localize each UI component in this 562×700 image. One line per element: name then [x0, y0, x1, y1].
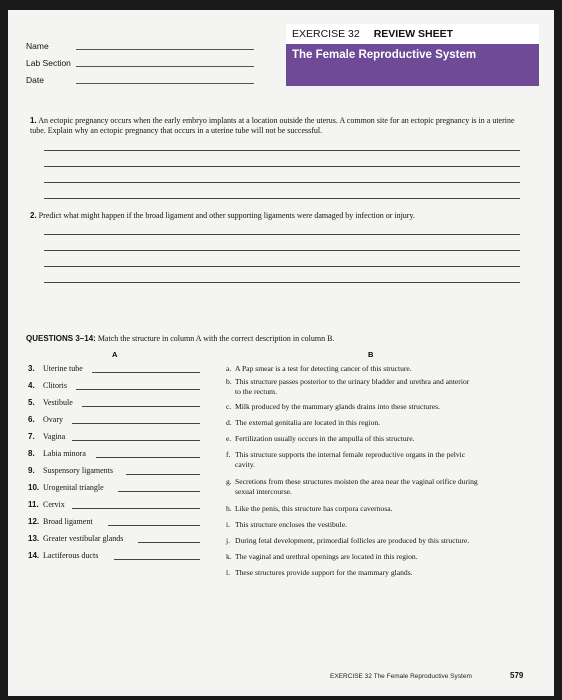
- column-b-item: [226, 504, 528, 514]
- column-b-continuation: to the rectum.: [235, 386, 277, 396]
- column-a-number: 4.: [28, 381, 35, 390]
- answer-line-1a[interactable]: [44, 150, 520, 151]
- column-b-text: The vaginal and urethral openings are located in this region.: [235, 552, 418, 561]
- review-sheet-page: [8, 10, 554, 696]
- column-b-text: Like the penis, this structure has corpora cavernosa.: [235, 504, 393, 513]
- column-a-label: Suspensory ligaments: [43, 466, 113, 475]
- column-a-label: Labia minora: [43, 449, 86, 458]
- answer-blank-6[interactable]: [72, 423, 200, 424]
- column-a-label: Vestibule: [43, 398, 73, 407]
- column-a-number: 13.: [28, 534, 40, 543]
- answer-line-1b[interactable]: [44, 166, 520, 167]
- column-a-number: 14.: [28, 551, 40, 560]
- column-a-item: [28, 551, 98, 560]
- column-b-item: [226, 450, 528, 469]
- column-a-item: [28, 466, 113, 475]
- question-2: [30, 211, 520, 221]
- column-a-number: 5.: [28, 398, 35, 407]
- column-b-letter: d.: [226, 418, 232, 427]
- column-b-text: Secretions from these structures moisten the area near the vaginal orifice during: [235, 477, 478, 486]
- date-field[interactable]: [76, 83, 254, 84]
- answer-blank-7[interactable]: [72, 440, 200, 441]
- column-a-label: Ovary: [43, 415, 63, 424]
- column-a-number: 6.: [28, 415, 35, 424]
- column-a-item: [28, 381, 67, 390]
- column-b-text: This structure passes posterior to the urinary bladder and urethra and anterior: [235, 377, 470, 386]
- page-number: 579: [510, 671, 524, 680]
- column-b-item: [226, 434, 528, 444]
- lab-section-field[interactable]: [76, 66, 254, 67]
- column-b-text: This structure encloses the vestibule.: [235, 520, 347, 529]
- exercise-header-top: [286, 24, 539, 44]
- column-b-text: A Pap smear is a test for detecting cancer of this structure.: [235, 364, 412, 373]
- answer-blank-5[interactable]: [82, 406, 200, 407]
- answer-blank-14[interactable]: [114, 559, 200, 560]
- question-2-number: 2.: [30, 211, 37, 220]
- column-b-text: Milk produced by the mammary glands drains into these structures.: [235, 402, 440, 411]
- column-a-number: 9.: [28, 466, 35, 475]
- answer-blank-13[interactable]: [138, 542, 200, 543]
- column-b-item: [226, 568, 528, 578]
- column-a-item: [28, 398, 73, 407]
- column-b-letter: g.: [226, 477, 232, 486]
- column-a-heading: A: [112, 350, 118, 359]
- column-b-item: [226, 520, 528, 530]
- column-a-number: 11.: [28, 500, 39, 509]
- exercise-number: EXERCISE 32: [292, 28, 360, 40]
- column-b-item: [226, 536, 528, 546]
- answer-line-2a[interactable]: [44, 234, 520, 235]
- column-a-item: [28, 483, 104, 492]
- lab-section-label: Lab Section: [26, 58, 71, 68]
- column-b-letter: i.: [226, 520, 231, 529]
- column-a-item: [28, 534, 123, 543]
- column-a-label: Lactiferous ducts: [43, 551, 99, 560]
- column-a-label: Clitoris: [43, 381, 68, 390]
- answer-blank-12[interactable]: [108, 525, 200, 526]
- footer-text: EXERCISE 32 The Female Reproductive System: [330, 673, 472, 680]
- column-a-item: [28, 364, 83, 373]
- column-b-item: [226, 364, 528, 374]
- question-1-text: An ectopic pregnancy occurs when the early embryo implants at a location outside the uterus. A common site for an ectopic pregnancy is in a uterine tube. Explain why an ectopic pregnancy that occurs in a uterine tube will not be successful.: [30, 116, 515, 135]
- column-a-label: Uterine tube: [43, 364, 83, 373]
- matching-instruction: Match the structure in column A with the correct description in column B.: [97, 334, 335, 343]
- answer-line-2c[interactable]: [44, 266, 520, 267]
- answer-line-1d[interactable]: [44, 198, 520, 199]
- column-b-letter: c.: [226, 402, 232, 411]
- column-b-continuation: cavity.: [235, 459, 255, 469]
- column-b-letter: k.: [226, 552, 232, 561]
- answer-line-2b[interactable]: [44, 250, 520, 251]
- question-1-number: 1.: [30, 116, 37, 125]
- answer-line-2d[interactable]: [44, 282, 520, 283]
- column-b-text: These structures provide support for the mammary glands.: [235, 568, 413, 577]
- answer-blank-9[interactable]: [126, 474, 200, 475]
- column-a-item: [28, 500, 65, 509]
- answer-blank-3[interactable]: [92, 372, 200, 373]
- column-b-text: During fetal development, primordial follicles are produced by this structure.: [235, 536, 470, 545]
- column-b-letter: b.: [226, 377, 232, 386]
- column-b-text: Fertilization usually occurs in the ampulla of this structure.: [235, 434, 415, 443]
- column-a-number: 12.: [28, 517, 40, 526]
- answer-blank-11[interactable]: [72, 508, 200, 509]
- column-a-item: [28, 415, 63, 424]
- question-2-text: Predict what might happen if the broad ligament and other supporting ligaments were damaged by infection or injury.: [38, 211, 415, 220]
- matching-heading: [26, 334, 334, 343]
- answer-blank-8[interactable]: [96, 457, 200, 458]
- answer-line-1c[interactable]: [44, 182, 520, 183]
- name-label: Name: [26, 41, 49, 51]
- column-b-item: [226, 377, 528, 396]
- column-b-item: [226, 402, 528, 412]
- column-b-letter: j.: [226, 536, 231, 545]
- column-b-item: [226, 552, 528, 562]
- column-b-text: The external genitalia are located in this region.: [235, 418, 381, 427]
- name-field[interactable]: [76, 49, 254, 50]
- column-a-number: 7.: [28, 432, 35, 441]
- column-a-label: Broad ligament: [43, 517, 93, 526]
- column-a-number: 3.: [28, 364, 35, 373]
- answer-blank-10[interactable]: [118, 491, 200, 492]
- column-a-label: Vagina: [43, 432, 66, 441]
- column-b-heading: B: [368, 350, 374, 359]
- review-sheet-label: REVIEW SHEET: [373, 28, 454, 40]
- column-b-letter: h.: [226, 504, 232, 513]
- answer-blank-4[interactable]: [76, 389, 200, 390]
- matching-heading-label: QUESTIONS 3–14:: [26, 334, 96, 343]
- column-b-text: This structure supports the internal female reproductive organs in the pelvic: [235, 450, 466, 459]
- exercise-header: [286, 24, 539, 86]
- column-a-item: [28, 517, 93, 526]
- exercise-title: The Female Reproductive System: [286, 44, 539, 86]
- column-b-letter: a.: [226, 364, 232, 373]
- date-label: Date: [26, 75, 44, 85]
- column-a-number: 10.: [28, 483, 40, 492]
- column-b-item: [226, 477, 528, 496]
- column-a-label: Cervix: [43, 500, 65, 509]
- column-b-item: [226, 418, 528, 428]
- column-a-label: Urogenital triangle: [43, 483, 104, 492]
- column-b-continuation: sexual intercourse.: [235, 486, 292, 496]
- column-a-item: [28, 449, 86, 458]
- column-a-label: Greater vestibular glands: [43, 534, 124, 543]
- column-b-letter: e.: [226, 434, 232, 443]
- column-b-letter: l.: [226, 568, 231, 577]
- column-a-number: 8.: [28, 449, 35, 458]
- column-a-item: [28, 432, 65, 441]
- question-1: [30, 116, 520, 136]
- column-b-letter: f.: [226, 450, 231, 459]
